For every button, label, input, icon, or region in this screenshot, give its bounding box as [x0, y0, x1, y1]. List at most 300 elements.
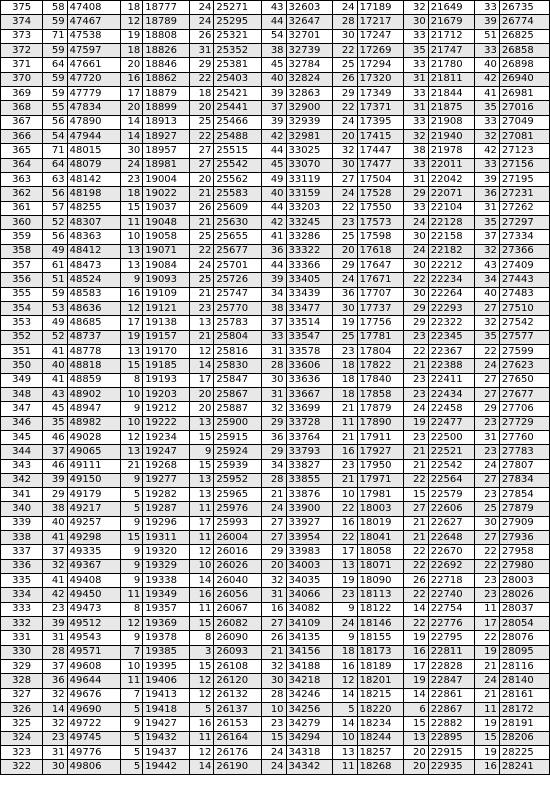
cell-count-1: 54	[43, 129, 67, 143]
table-row	[1, 516, 550, 530]
cell-count-5: 24	[333, 115, 357, 129]
table-row	[1, 201, 550, 215]
cell-cumulative-7: 26940	[499, 72, 549, 86]
cell-count-1: 32	[43, 688, 67, 702]
cell-cumulative-7: 28206	[499, 731, 549, 745]
cell-cumulative-4: 33578	[286, 344, 333, 358]
cell-cumulative-7: 27936	[499, 531, 549, 545]
cell-count-6: 33	[404, 29, 428, 43]
cell-score: 347	[1, 402, 43, 416]
table-row	[1, 574, 550, 588]
cell-count-1: 46	[43, 459, 67, 473]
cell-cumulative-1: 48363	[67, 230, 120, 244]
cell-count-3: 31	[189, 43, 213, 57]
cell-count-5: 22	[333, 101, 357, 115]
cell-cumulative-4: 32824	[286, 72, 333, 86]
cell-cumulative-6: 22718	[428, 574, 475, 588]
table-row	[1, 230, 550, 244]
cell-cumulative-2: 19296	[143, 516, 190, 530]
cell-cumulative-4: 33514	[286, 316, 333, 330]
cell-count-2: 10	[121, 230, 143, 244]
cell-count-7: 23	[475, 445, 499, 459]
cell-count-7: 11	[475, 703, 499, 717]
cell-cumulative-1: 49806	[67, 760, 120, 774]
cell-count-7: 22	[475, 344, 499, 358]
cell-cumulative-3: 26004	[214, 531, 262, 545]
cell-score: 342	[1, 473, 43, 487]
cell-cumulative-2: 18913	[143, 115, 190, 129]
cell-cumulative-7: 28161	[499, 688, 549, 702]
cell-cumulative-1: 49408	[67, 574, 120, 588]
cell-cumulative-4: 32647	[286, 15, 333, 29]
cell-count-1: 58	[43, 1, 67, 15]
table-row	[1, 445, 550, 459]
cell-cumulative-4: 33286	[286, 230, 333, 244]
cell-count-3: 12	[189, 344, 213, 358]
cell-count-1: 64	[43, 158, 67, 172]
cell-cumulative-7: 27623	[499, 359, 549, 373]
cell-count-1: 71	[43, 29, 67, 43]
cell-count-1: 40	[43, 516, 67, 530]
cell-count-5: 23	[333, 215, 357, 229]
cell-cumulative-5: 17217	[357, 15, 404, 29]
cell-count-5: 10	[333, 488, 357, 502]
cell-cumulative-1: 49473	[67, 602, 120, 616]
cell-count-3: 21	[189, 330, 213, 344]
cell-count-5: 13	[333, 746, 357, 760]
cell-count-2: 16	[121, 72, 143, 86]
cell-count-5: 13	[333, 559, 357, 573]
cell-cumulative-5: 18201	[357, 674, 404, 688]
cell-cumulative-5: 17618	[357, 244, 404, 258]
cell-count-6: 32	[404, 1, 428, 15]
cell-count-5: 9	[333, 602, 357, 616]
cell-cumulative-3: 25421	[214, 86, 262, 100]
cell-cumulative-6: 21747	[428, 43, 475, 57]
cell-cumulative-7: 27081	[499, 129, 549, 143]
cell-cumulative-1: 47538	[67, 29, 120, 43]
cell-count-6: 22	[404, 617, 428, 631]
cell-count-7: 23	[475, 488, 499, 502]
cell-count-1: 46	[43, 430, 67, 444]
cell-cumulative-4: 34279	[286, 717, 333, 731]
cell-cumulative-7: 27366	[499, 244, 549, 258]
cell-count-6: 30	[404, 230, 428, 244]
cell-count-1: 37	[43, 660, 67, 674]
cell-cumulative-6: 22692	[428, 559, 475, 573]
cell-count-4: 45	[262, 58, 286, 72]
cell-cumulative-6: 22670	[428, 545, 475, 559]
cell-cumulative-4: 32981	[286, 129, 333, 143]
cell-count-1: 28	[43, 645, 67, 659]
cell-count-4: 42	[262, 215, 286, 229]
cell-count-5: 21	[333, 430, 357, 444]
cell-score: 369	[1, 86, 43, 100]
cell-cumulative-1: 48015	[67, 144, 120, 158]
cell-cumulative-6: 22542	[428, 459, 475, 473]
cell-cumulative-2: 19093	[143, 273, 190, 287]
cell-cumulative-7: 27443	[499, 273, 549, 287]
cell-cumulative-7: 27958	[499, 545, 549, 559]
cell-score: 331	[1, 631, 43, 645]
cell-cumulative-3: 26067	[214, 602, 262, 616]
cell-cumulative-2: 19071	[143, 244, 190, 258]
cell-count-2: 9	[121, 717, 143, 731]
cell-count-6: 29	[404, 187, 428, 201]
cell-cumulative-7: 27156	[499, 158, 549, 172]
cell-count-7: 39	[475, 15, 499, 29]
cell-count-3: 27	[189, 158, 213, 172]
cell-count-4: 24	[262, 502, 286, 516]
cell-count-7: 15	[475, 731, 499, 745]
table-body	[1, 1, 550, 775]
cell-count-5: 23	[333, 344, 357, 358]
cell-cumulative-7: 27783	[499, 445, 549, 459]
cell-count-3: 3	[189, 645, 213, 659]
cell-count-2: 18	[121, 43, 143, 57]
cell-cumulative-5: 18058	[357, 545, 404, 559]
table-row	[1, 502, 550, 516]
cell-count-4: 28	[262, 359, 286, 373]
cell-count-3: 20	[189, 402, 213, 416]
cell-cumulative-3: 25352	[214, 43, 262, 57]
cell-cumulative-3: 26093	[214, 645, 262, 659]
cell-cumulative-1: 48818	[67, 359, 120, 373]
cell-cumulative-2: 18879	[143, 86, 190, 100]
cell-cumulative-5: 18173	[357, 645, 404, 659]
cell-count-7: 42	[475, 144, 499, 158]
cell-count-7: 27	[475, 373, 499, 387]
cell-cumulative-1: 48778	[67, 344, 120, 358]
cell-count-2: 8	[121, 373, 143, 387]
cell-count-5: 24	[333, 187, 357, 201]
cell-cumulative-7: 26825	[499, 29, 549, 43]
cell-cumulative-2: 19282	[143, 488, 190, 502]
cell-count-3: 22	[189, 72, 213, 86]
cell-cumulative-1: 48902	[67, 387, 120, 401]
cell-cumulative-1: 48198	[67, 187, 120, 201]
cell-count-5: 5	[333, 703, 357, 717]
cell-count-2: 21	[121, 459, 143, 473]
cell-cumulative-3: 25488	[214, 129, 262, 143]
cell-count-7: 21	[475, 688, 499, 702]
cell-cumulative-5: 17395	[357, 115, 404, 129]
cell-cumulative-5: 18146	[357, 617, 404, 631]
cell-count-6: 33	[404, 86, 428, 100]
cell-cumulative-2: 19311	[143, 531, 190, 545]
cell-cumulative-3: 26056	[214, 588, 262, 602]
cell-count-3: 12	[189, 688, 213, 702]
cell-cumulative-4: 32900	[286, 101, 333, 115]
cell-count-1: 31	[43, 631, 67, 645]
cell-count-4: 34	[262, 287, 286, 301]
cell-count-1: 29	[43, 488, 67, 502]
cell-cumulative-3: 25976	[214, 502, 262, 516]
cell-count-2: 15	[121, 359, 143, 373]
cell-cumulative-2: 19287	[143, 502, 190, 516]
cell-count-5: 24	[333, 273, 357, 287]
cell-cumulative-6: 22367	[428, 344, 475, 358]
cell-count-2: 15	[121, 531, 143, 545]
cell-cumulative-5: 18041	[357, 531, 404, 545]
cell-count-2: 10	[121, 416, 143, 430]
cell-count-1: 41	[43, 531, 67, 545]
cell-count-2: 13	[121, 244, 143, 258]
cell-count-1: 56	[43, 115, 67, 129]
table-row	[1, 43, 550, 57]
cell-count-2: 16	[121, 287, 143, 301]
cell-count-6: 30	[404, 258, 428, 272]
cell-count-5: 18	[333, 359, 357, 373]
cell-cumulative-3: 25952	[214, 473, 262, 487]
table-row	[1, 559, 550, 573]
cell-cumulative-4: 33667	[286, 387, 333, 401]
cell-cumulative-2: 18899	[143, 101, 190, 115]
cell-cumulative-7: 27706	[499, 402, 549, 416]
table-row	[1, 488, 550, 502]
cell-count-4: 29	[262, 545, 286, 559]
cell-cumulative-7: 27297	[499, 215, 549, 229]
cell-cumulative-7: 28116	[499, 660, 549, 674]
cell-cumulative-3: 25655	[214, 230, 262, 244]
cell-count-1: 23	[43, 602, 67, 616]
cell-count-5: 19	[333, 316, 357, 330]
cell-cumulative-1: 48307	[67, 215, 120, 229]
cell-cumulative-5: 17890	[357, 416, 404, 430]
cell-score: 349	[1, 373, 43, 387]
cell-cumulative-3: 26108	[214, 660, 262, 674]
cell-cumulative-6: 22828	[428, 660, 475, 674]
cell-cumulative-7: 27760	[499, 430, 549, 444]
cell-count-2: 8	[121, 602, 143, 616]
table-row	[1, 115, 550, 129]
cell-count-7: 41	[475, 86, 499, 100]
cell-count-6: 17	[404, 660, 428, 674]
cell-count-6: 24	[404, 244, 428, 258]
cell-count-7: 33	[475, 115, 499, 129]
table-row	[1, 129, 550, 143]
cell-count-7: 19	[475, 746, 499, 760]
cell-count-5: 14	[333, 717, 357, 731]
cell-cumulative-2: 19378	[143, 631, 190, 645]
cell-cumulative-1: 49776	[67, 746, 120, 760]
cell-count-6: 31	[404, 172, 428, 186]
cell-count-7: 23	[475, 588, 499, 602]
cell-count-5: 32	[333, 144, 357, 158]
cell-count-6: 15	[404, 717, 428, 731]
table-row	[1, 688, 550, 702]
cell-count-2: 18	[121, 1, 143, 15]
cell-cumulative-5: 17950	[357, 459, 404, 473]
table-row	[1, 674, 550, 688]
cell-count-3: 22	[189, 244, 213, 258]
cell-cumulative-7: 28037	[499, 602, 549, 616]
cell-count-7: 33	[475, 1, 499, 15]
cell-count-4: 44	[262, 201, 286, 215]
cell-count-7: 11	[475, 602, 499, 616]
cell-count-3: 26	[189, 201, 213, 215]
cell-cumulative-3: 25381	[214, 58, 262, 72]
cell-count-1: 51	[43, 273, 67, 287]
cell-cumulative-4: 34246	[286, 688, 333, 702]
cell-score: 343	[1, 459, 43, 473]
cell-count-1: 14	[43, 703, 67, 717]
cell-cumulative-7: 28003	[499, 574, 549, 588]
cell-cumulative-1: 48142	[67, 172, 120, 186]
cell-score: 352	[1, 330, 43, 344]
cell-cumulative-4: 33366	[286, 258, 333, 272]
cell-cumulative-2: 19222	[143, 416, 190, 430]
cell-count-3: 18	[189, 86, 213, 100]
cell-count-1: 37	[43, 445, 67, 459]
cell-cumulative-2: 19138	[143, 316, 190, 330]
cell-cumulative-2: 19418	[143, 703, 190, 717]
cell-cumulative-1: 48982	[67, 416, 120, 430]
cell-cumulative-6: 22128	[428, 215, 475, 229]
cell-cumulative-2: 19048	[143, 215, 190, 229]
cell-count-3: 17	[189, 516, 213, 530]
cell-cumulative-3: 25783	[214, 316, 262, 330]
table-row	[1, 459, 550, 473]
cell-cumulative-5: 17971	[357, 473, 404, 487]
cell-count-7: 21	[475, 660, 499, 674]
cell-count-6: 6	[404, 703, 428, 717]
cell-count-4: 27	[262, 617, 286, 631]
cell-count-4: 37	[262, 316, 286, 330]
cell-cumulative-7: 26981	[499, 86, 549, 100]
cell-cumulative-4: 33636	[286, 373, 333, 387]
cell-count-1: 59	[43, 72, 67, 86]
table-row	[1, 760, 550, 774]
cell-count-7: 27	[475, 301, 499, 315]
table-row	[1, 617, 550, 631]
cell-count-6: 38	[404, 144, 428, 158]
cell-score: 368	[1, 101, 43, 115]
cell-score: 374	[1, 15, 43, 29]
cell-cumulative-3: 25562	[214, 172, 262, 186]
table-row	[1, 244, 550, 258]
cell-count-3: 11	[189, 602, 213, 616]
cell-cumulative-2: 19385	[143, 645, 190, 659]
table-row	[1, 545, 550, 559]
cell-count-6: 29	[404, 316, 428, 330]
cell-cumulative-7: 27980	[499, 559, 549, 573]
cell-count-2: 5	[121, 731, 143, 745]
cell-cumulative-6: 21940	[428, 129, 475, 143]
cell-cumulative-3: 26040	[214, 574, 262, 588]
cell-count-2: 5	[121, 502, 143, 516]
cell-cumulative-1: 48473	[67, 258, 120, 272]
cell-cumulative-4: 34066	[286, 588, 333, 602]
cell-count-6: 19	[404, 631, 428, 645]
cell-cumulative-3: 25630	[214, 215, 262, 229]
cell-count-7: 34	[475, 273, 499, 287]
cell-cumulative-7: 27834	[499, 473, 549, 487]
cell-count-3: 9	[189, 445, 213, 459]
cell-cumulative-3: 26026	[214, 559, 262, 573]
cell-cumulative-3: 25403	[214, 72, 262, 86]
cell-count-4: 42	[262, 129, 286, 143]
cell-cumulative-1: 49065	[67, 445, 120, 459]
cell-cumulative-2: 18862	[143, 72, 190, 86]
cell-cumulative-1: 48412	[67, 244, 120, 258]
cell-cumulative-2: 18808	[143, 29, 190, 43]
cell-cumulative-3: 25915	[214, 430, 262, 444]
cell-cumulative-3: 25847	[214, 373, 262, 387]
cell-cumulative-2: 19369	[143, 617, 190, 631]
cell-count-6: 33	[404, 158, 428, 172]
cell-count-2: 20	[121, 58, 143, 72]
cell-count-4: 36	[262, 244, 286, 258]
cell-cumulative-1: 48079	[67, 158, 120, 172]
cell-count-2: 15	[121, 201, 143, 215]
cell-count-5: 22	[333, 43, 357, 57]
table-row	[1, 588, 550, 602]
cell-score: 362	[1, 187, 43, 201]
cell-count-5: 24	[333, 1, 357, 15]
cell-count-7: 27	[475, 473, 499, 487]
cell-count-2: 9	[121, 402, 143, 416]
cell-count-7: 27	[475, 387, 499, 401]
cell-count-2: 9	[121, 545, 143, 559]
cell-count-1: 32	[43, 717, 67, 731]
cell-cumulative-7: 27677	[499, 387, 549, 401]
cell-cumulative-6: 22564	[428, 473, 475, 487]
cell-count-6: 21	[404, 531, 428, 545]
cell-count-7: 25	[475, 502, 499, 516]
cell-cumulative-3: 26082	[214, 617, 262, 631]
cell-cumulative-7: 27334	[499, 230, 549, 244]
cell-count-2: 11	[121, 588, 143, 602]
cell-count-1: 59	[43, 15, 67, 29]
cell-count-3: 25	[189, 115, 213, 129]
cell-cumulative-4: 33827	[286, 459, 333, 473]
cell-cumulative-4: 33983	[286, 545, 333, 559]
cell-cumulative-7: 27807	[499, 459, 549, 473]
cell-cumulative-5: 17598	[357, 230, 404, 244]
cell-cumulative-1: 49722	[67, 717, 120, 731]
cell-cumulative-5: 18244	[357, 731, 404, 745]
cell-count-6: 22	[404, 588, 428, 602]
cell-cumulative-2: 19185	[143, 359, 190, 373]
cell-cumulative-6: 21978	[428, 144, 475, 158]
table-row	[1, 731, 550, 745]
cell-count-3: 24	[189, 1, 213, 15]
cell-count-5: 30	[333, 29, 357, 43]
cell-cumulative-6: 21712	[428, 29, 475, 43]
cell-count-6: 33	[404, 201, 428, 215]
cell-count-4: 45	[262, 158, 286, 172]
table-row	[1, 15, 550, 29]
cell-count-6: 32	[404, 129, 428, 143]
cell-count-5: 9	[333, 631, 357, 645]
cell-cumulative-7: 28225	[499, 746, 549, 760]
cell-cumulative-6: 22293	[428, 301, 475, 315]
cell-count-6: 35	[404, 43, 428, 57]
cell-cumulative-1: 49335	[67, 545, 120, 559]
cell-count-3: 20	[189, 101, 213, 115]
cell-cumulative-7: 27854	[499, 488, 549, 502]
cell-count-5: 20	[333, 244, 357, 258]
cell-count-7: 19	[475, 717, 499, 731]
cell-count-2: 9	[121, 473, 143, 487]
cell-cumulative-5: 18220	[357, 703, 404, 717]
cell-cumulative-4: 33699	[286, 402, 333, 416]
cell-count-6: 21	[404, 516, 428, 530]
cell-cumulative-2: 19037	[143, 201, 190, 215]
cell-score: 363	[1, 172, 43, 186]
cell-count-5: 18	[333, 645, 357, 659]
